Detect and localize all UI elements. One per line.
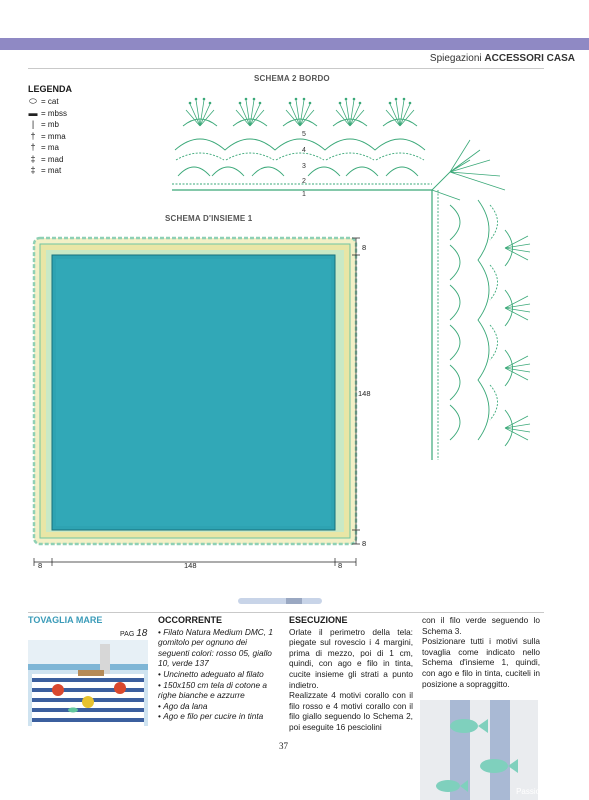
- treble-crochet-icon: ‡: [30, 153, 36, 164]
- instructions-paragraph: Realizzate 4 motivi corallo con il filo rosso e 4 motivi corallo con il filo giallo seguendo lo Schema 2, poi eseguite 16 pesciolini: [289, 690, 413, 732]
- svg-text:1: 1: [302, 191, 306, 198]
- instructions-column: [289, 615, 413, 733]
- legend-item: | = mb: [28, 119, 67, 131]
- instructions-column-2: [422, 615, 540, 689]
- instructions-paragraph: Posizionare tutti i motivi sulla tovaglia come indicato nello Schema d'insieme 1, quindi, con ago e filo in tinta, cuciteli in posizione a sopraggitto.: [422, 636, 540, 689]
- divider: [28, 612, 544, 613]
- legend-item: ‡ = mat: [28, 165, 67, 177]
- materials-title: OCCORRENTE: [158, 615, 223, 625]
- svg-text:148: 148: [358, 389, 371, 398]
- border-chart-side-fans: [450, 140, 530, 440]
- schema-2-title: SCHEMA 2 BORDO: [254, 74, 330, 83]
- page-reference: PAG 18: [120, 628, 148, 639]
- crochet-hook-icon: [238, 598, 322, 604]
- legend-item: ⬭ = cat: [29, 96, 59, 106]
- materials-item: • Ago e filo per cucire in tinta: [158, 711, 276, 722]
- legend-item: ▬ = mbss: [28, 107, 68, 118]
- page-number: 37: [279, 741, 288, 751]
- svg-text:2: 2: [302, 178, 306, 185]
- svg-text:3: 3: [302, 163, 306, 170]
- tablecloth-photo: [28, 640, 148, 726]
- product-name: TOVAGLIA MARE: [28, 615, 103, 625]
- border-chart-dots: [189, 98, 412, 105]
- section-title: Spiegazioni ACCESSORI CASA: [429, 53, 575, 64]
- instructions-paragraph: Orlate il perimetro della tela: piegate sul rovescio i 4 margini, prima di mezzo, poi di 1 cm, quindi, con ago e filo in tinta, cucite insieme gli strati a punto indietro.: [289, 626, 413, 690]
- fish-motif-photo: [420, 700, 538, 800]
- materials-item: • Filato Natura Medium DMC, 1 gomitolo per ognuno dei seguenti colori: rosso 05, giallo 10, verde 137: [158, 627, 276, 669]
- svg-text:4: 4: [302, 147, 306, 154]
- border-chart-fans: [186, 100, 414, 126]
- instructions-title: ESECUZIONE: [289, 615, 348, 625]
- svg-text:5: 5: [302, 131, 306, 138]
- double-crochet-icon: †: [30, 142, 36, 152]
- row-numbers: [302, 131, 306, 198]
- chain-stitch-icon: ⬭: [29, 96, 37, 106]
- triple-treble-icon: ‡: [30, 165, 36, 175]
- instructions-paragraph: con il filo verde seguendo lo Schema 3.: [422, 615, 540, 636]
- legend-item: † = ma: [28, 142, 67, 154]
- legend-item: † = mma: [28, 131, 67, 143]
- tablecloth-schema: [34, 238, 356, 544]
- schema-1-title: SCHEMA D'INSIEME 1: [165, 214, 253, 223]
- materials-item: • Uncinetto adeguato al filato: [158, 669, 276, 680]
- svg-text:8: 8: [362, 539, 367, 548]
- svg-text:8: 8: [362, 243, 367, 252]
- materials-item: • Ago da lana: [158, 701, 276, 712]
- slip-stitch-icon: ▬: [28, 107, 38, 118]
- legend-item: ‡ = mad: [28, 154, 67, 166]
- half-double-icon: †: [30, 130, 36, 141]
- legend-title: LEGENDA: [28, 84, 73, 94]
- svg-text:148: 148: [184, 561, 197, 570]
- materials-item: • 150x150 cm tela di cotone a righe bianche e azzurre: [158, 680, 276, 701]
- single-crochet-icon: |: [31, 119, 35, 129]
- materials-column: [158, 615, 276, 722]
- svg-text:8: 8: [38, 561, 43, 570]
- border-chart-side: [432, 160, 513, 460]
- svg-text:8: 8: [338, 561, 343, 570]
- watermark: PassionForum.ru: [516, 787, 577, 796]
